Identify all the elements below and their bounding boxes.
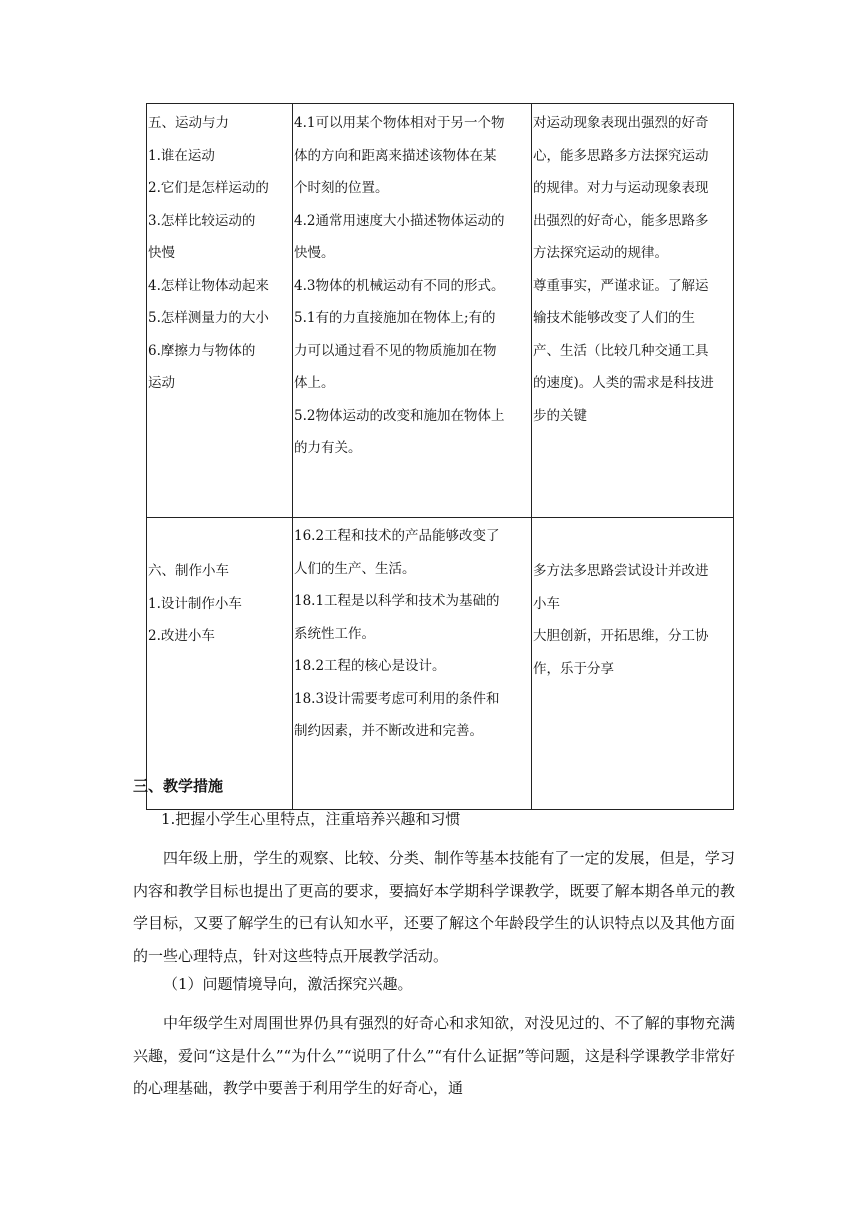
cell-line: 制约因素，并不断改进和完善。 xyxy=(294,723,483,739)
cell-line: 尊重事实，严谨求证。了解运 xyxy=(533,277,709,294)
cell-line: 16.2工程和技术的产品能够改变了 xyxy=(294,528,500,544)
cell-line: 体上。 xyxy=(294,375,335,391)
cell-line: 心，能多思路多方法探究运动 xyxy=(533,147,709,164)
cell-line: 体的方向和距离来描述该物体在某 xyxy=(294,147,497,164)
cell-line: 作，乐于分享 xyxy=(533,660,614,677)
cell-line: 4.3物体的机械运动有不同的形式。 xyxy=(294,277,505,294)
unit-cell xyxy=(147,104,293,518)
table-row xyxy=(147,518,734,810)
cell-line: 5.怎样测量力的大小 xyxy=(148,310,269,326)
cell-line: 输技术能够改变了人们的生 xyxy=(533,310,695,326)
cell-line: 运动 xyxy=(148,375,175,391)
cell-line: 大胆创新，开拓思维，分工协 xyxy=(533,628,709,644)
cell-line: 力可以通过看不见的物质施加在物 xyxy=(294,342,497,359)
cell-line: 方法探究运动的规律。 xyxy=(533,245,668,261)
cell-line: 六、制作小车 xyxy=(148,563,229,579)
cell-line: 多方法多思路尝试设计并改进 xyxy=(533,563,709,579)
cell-line: 2.它们是怎样运动的 xyxy=(148,180,269,196)
standard-cell xyxy=(293,518,532,810)
cell-line: 个时刻的位置。 xyxy=(294,180,389,196)
table-row xyxy=(147,104,734,518)
section-title: 三、教学措施 xyxy=(133,777,224,795)
cell-line: 的速度)。人类的需求是科技进 xyxy=(533,375,714,391)
attitude-cell xyxy=(532,104,734,518)
cell-line: 五、运动与力 xyxy=(148,115,229,131)
cell-line: 4.1可以用某个物体相对于另一个物 xyxy=(294,115,505,131)
paragraph: 中年级学生对周围世界仍具有强烈的好奇心和求知欲，对没见过的、不了解的事物充满兴趣，爱问“这是什么”“为什么”“说明了什么”“有什么证据”等问题，这是科学课教学非常好的心理基础，教学中要善于利用学生的好奇心，通 xyxy=(133,1014,735,1098)
sub-heading: （1）问题情境导向，激活探究兴趣。 xyxy=(163,975,413,993)
cell-line: 1.谁在运动 xyxy=(148,147,215,164)
cell-line: 6.摩擦力与物体的 xyxy=(148,342,256,359)
unit-cell xyxy=(147,518,293,810)
cell-line: 小车 xyxy=(533,595,560,612)
cell-line: 的力有关。 xyxy=(294,440,362,456)
cell-line: 18.1工程是以科学和技术为基础的 xyxy=(294,593,500,609)
cell-line: 对运动现象表现出强烈的好奇 xyxy=(533,115,709,131)
cell-line: 4.2通常用速度大小描述物体运动的 xyxy=(294,212,505,229)
cell-line: 人们的生产、生活。 xyxy=(294,560,416,577)
standards-table xyxy=(146,103,734,810)
cell-line: 5.1有的力直接施加在物体上;有的 xyxy=(294,310,496,326)
cell-line: 产、生活（比较几种交通工具 xyxy=(533,342,709,359)
cell-line: 1.设计制作小车 xyxy=(148,595,242,612)
paragraph: 四年级上册，学生的观察、比较、分类、制作等基本技能有了一定的发展，但是，学习内容和教学目标也提出了更高的要求，要搞好本学期科学课教学，既要了解本期各单元的教学目标，又要了解学生的已有认知水平，还要了解这个年龄段学生的认识特点以及其他方面的一些心理特点，针对这些特点开展教学活动。 xyxy=(133,849,735,966)
cell-line: 4.怎样让物体动起来 xyxy=(148,277,269,294)
cell-line: 5.2物体运动的改变和施加在物体上 xyxy=(294,407,505,424)
item-heading: 1.把握小学生心里特点，注重培养兴趣和习惯 xyxy=(161,810,461,828)
attitude-cell xyxy=(532,518,734,810)
cell-line: 快慢。 xyxy=(294,245,335,261)
cell-line: 2.改进小车 xyxy=(148,628,215,644)
cell-line: 18.3设计需要考虑可利用的条件和 xyxy=(294,690,500,707)
cell-line: 步的关键 xyxy=(533,407,587,424)
cell-line: 的规律。对力与运动现象表现 xyxy=(533,180,709,196)
cell-line: 3.怎样比较运动的 xyxy=(148,212,256,229)
cell-line: 系统性工作。 xyxy=(294,625,375,642)
standard-cell xyxy=(293,104,532,518)
cell-line: 18.2工程的核心是设计。 xyxy=(294,658,446,674)
cell-line: 快慢 xyxy=(148,245,175,261)
cell-line: 出强烈的好奇心，能多思路多 xyxy=(533,212,709,229)
